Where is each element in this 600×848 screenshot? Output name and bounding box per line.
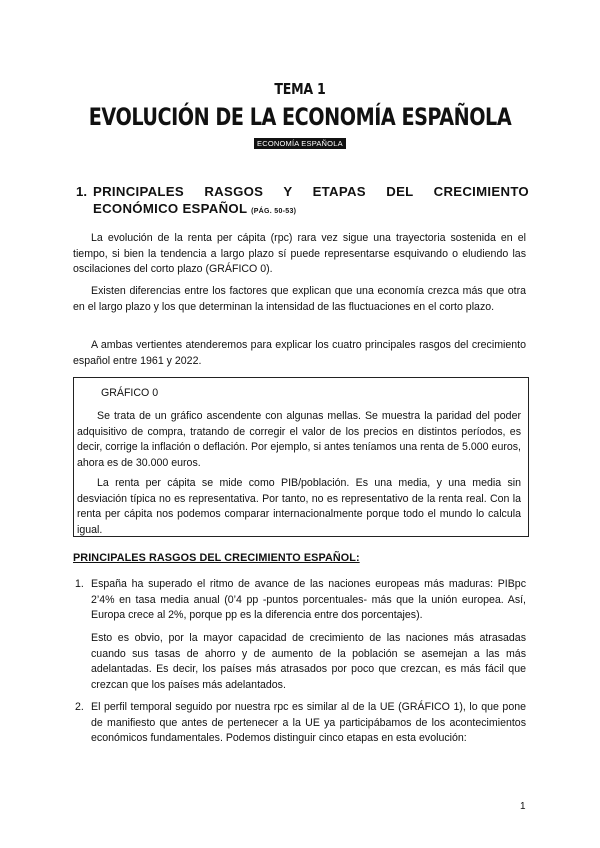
list-item-continuation: Esto es obvio, por la mayor capacidad de crecimiento de las naciones más atrasadas cuando sus tasas de ahorro y de aumento de la población se asemejan a las más adelantadas. Es decir, los países más atrasados por poco que crezcan, es más fácil que crezcan que los países más adelantados. bbox=[91, 632, 526, 691]
paragraph: La evolución de la renta per cápita (rpc) rara vez sigue una trayectoria sostenida en el tiempo, si bien la tendencia a largo plazo sí puede representarse esquivando o eludiendo las oscilaciones del corto plazo (GRÁFICO 0). bbox=[73, 232, 526, 275]
list-item-number: 1. bbox=[75, 578, 84, 590]
section-number: 1. bbox=[76, 184, 87, 199]
paragraph: Existen diferencias entre los factores que explican que una economía crezca más que otra en el largo plazo y los que determinan la intensidad de las fluctuaciones en el corto plazo. bbox=[73, 285, 526, 313]
topic-label: TEMA 1 bbox=[274, 80, 326, 98]
section-heading-line2: ECONÓMICO ESPAÑOL bbox=[93, 201, 248, 216]
section-heading-line1: PRINCIPALES RASGOS Y ETAPAS DEL CRECIMIENTO bbox=[93, 184, 529, 199]
list-item: El perfil temporal seguido por nuestra rpc es similar al de la UE (GRÁFICO 1), lo que pone de manifiesto que antes de pertenecer a la UE ya participábamos de los acontecimientos económicos fundamentales. Podemos distinguir cinco etapas en esta evolución: bbox=[91, 701, 526, 744]
paragraph: A ambas vertientes atenderemos para explicar los cuatro principales rasgos del crecimiento español entre 1961 y 2022. bbox=[73, 339, 526, 367]
list-item-number: 2. bbox=[75, 701, 84, 713]
grafico-title: GRÁFICO 0 bbox=[101, 387, 159, 399]
subject-badge: ECONOMÍA ESPAÑOLA bbox=[254, 138, 346, 149]
page-reference: (PÁG. 50-53) bbox=[251, 208, 297, 215]
rasgos-heading: PRINCIPALES RASGOS DEL CRECIMIENTO ESPAÑOL: bbox=[73, 552, 360, 564]
grafico-paragraph: La renta per cápita se mide como PIB/población. Es una media, y una media sin desviación típica no es representativa. Por tanto, no es representativo de la renta real. Con la renta per cápita nos podemos comparar internacionalmente porque todo el mundo lo calcula igual. bbox=[77, 477, 521, 536]
section-heading bbox=[73, 183, 529, 220]
grafico-note-box bbox=[73, 377, 529, 537]
grafico-paragraph: Se trata de un gráfico ascendente con algunas mellas. Se muestra la paridad del poder adquisitivo de compra, tratando de corregir el valor de los precios en distintos períodos, es decir, corrige la inflación o deflación. Por ejemplo, si antes teníamos una renta de 5.000 euros, ahora es de 30.000 euros. bbox=[77, 410, 521, 469]
list-item: España ha superado el ritmo de avance de las naciones europeas más maduras: PIBpc 2’4% en tasa media anual (0’4 pp -puntos porcentuales- más que la unión europea. Así, Europa crece al 2%, porque pp es la diferencia entre dos porcentajes). bbox=[91, 578, 526, 621]
page-title: EVOLUCIÓN DE LA ECONOMÍA ESPAÑOLA bbox=[88, 103, 512, 131]
page-number: 1 bbox=[520, 801, 526, 812]
